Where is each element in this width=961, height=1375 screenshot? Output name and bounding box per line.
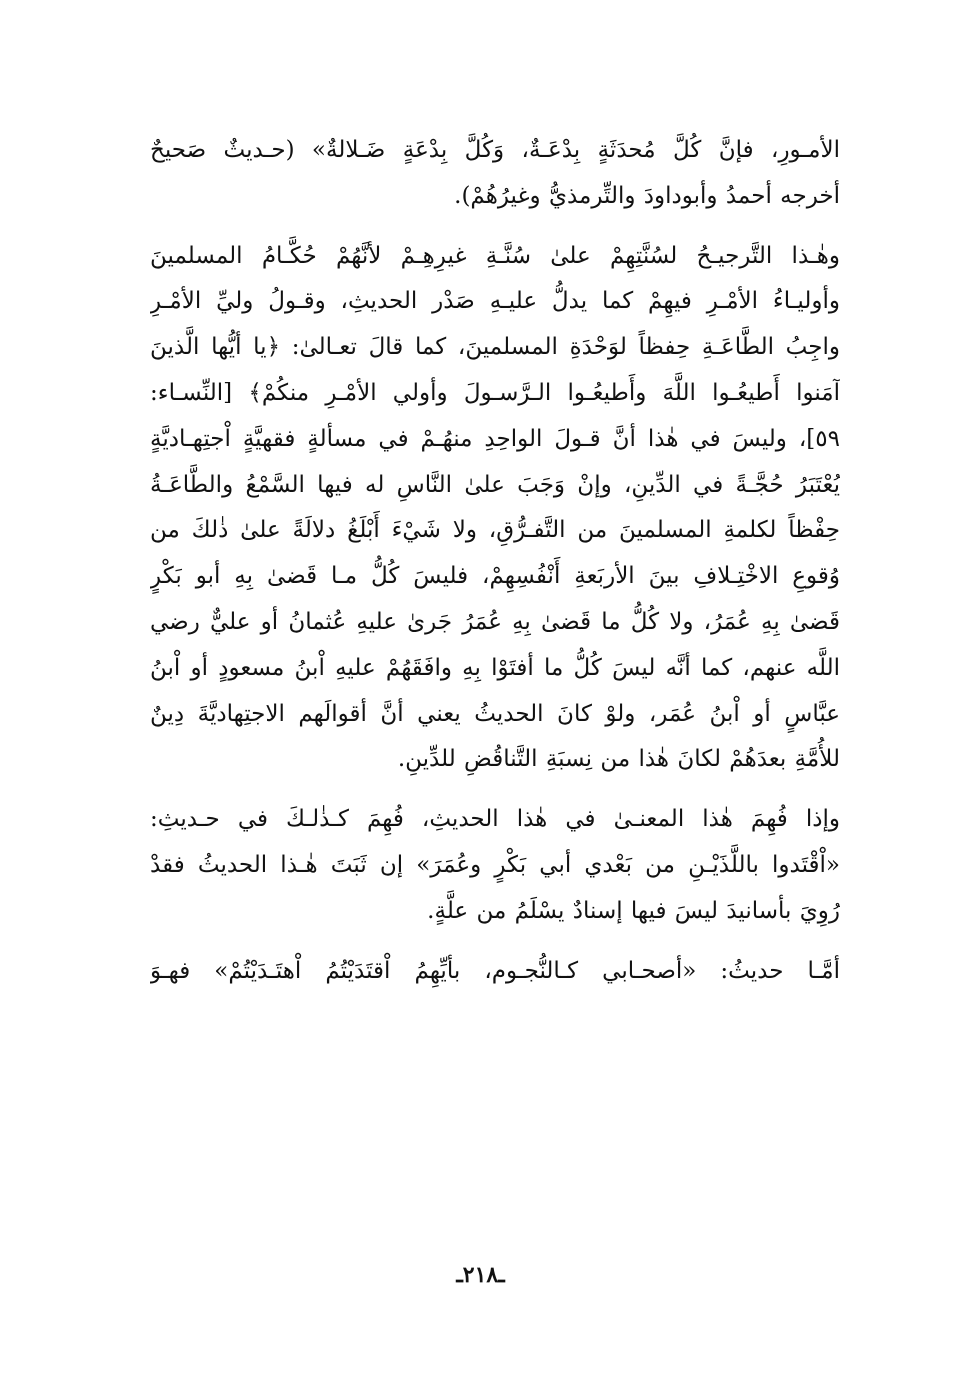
text-line: واجِبُ الطَّاعَـةِ حِفظاً لوَحْدَةِ المسلمينَ، كما قالَ تعـالىٰ: ﴿يا أيُّها الَّذينَ — [150, 334, 840, 361]
text-line: «اْقْتَدوا باللَّذَيْـنِ من بَعْدي أبي بَكْرٍ وعُمَرَ» إن ثَبَتَ هٰـذا الحديثُ فقدْ — [150, 851, 840, 878]
text-line: يُعْتَبَرُ حُجَّـةً في الدِّينِ، وإنْ وَجَبَ علىٰ النَّاسِ له فيها السَّمْعُ والطَّاعَـةُ — [150, 471, 840, 498]
paragraph-3 — [150, 797, 840, 934]
text-line: حِفْظاً لكلمةِ المسلمينَ من التَّفـرُّقِ، ولا شَيْءَ أَبْلَغُ دلالَةً علىٰ ذٰلكَ من — [150, 517, 840, 544]
text-line: اللَّه عنهم، كما أنَّه ليسَ كُلُّ ما أفتَوْا بِهِ وافَقَهُمْ عليهِ اْبنُ مسعودٍ أو اْبنُ — [150, 654, 840, 681]
paragraph-1 — [150, 128, 840, 220]
text-line: للأُمَّةِ بعدَهُمْ لكانَ هٰذا من نِسبَةِ التَّناقُضِ للدِّينِ. — [397, 746, 840, 773]
text-line: أمَّـا حديثُ: «أصحـابي كـالنُّجـوم، بأيِّهِمُ اْقتَدَيْتُمُ اْهتَـدَيْتُمْ» فهـوَ — [150, 957, 840, 984]
page-body — [150, 128, 840, 994]
paragraph-2 — [150, 234, 840, 784]
text-line: رُوِيَ بأسانيدَ ليسَ فيها إسنادٌ يسْلَمُ من علَّةٍ. — [427, 897, 840, 924]
page-number: ـ٢١٨ـ — [456, 1262, 505, 1288]
text-line: وأوليـاءُ الأمْـرِ فيهِمْ كما يدلُّ عليـهِ صَدْر الحديثِ، وقـولُ وليِّ الأمْـرِ — [150, 288, 840, 315]
text-line: وإذا فُهِمَ هٰذا المعنـىٰ في هٰذا الحديثِ، فُهِمَ كـذٰلـكَ في حـديثِ: — [150, 806, 840, 833]
text-line: أخرجه أحمدُ وأبوداودَ والتِّرمذيُّ وغيرُهُمْ). — [454, 182, 840, 209]
text-line: وُقوعِ الاخْتِـلافِ بينَ الأربَعةِ أَنْفُسِهِمْ، فليسَ كُلُّ مـا قَضىٰ بِهِ أبو بَكْرٍ — [150, 563, 840, 590]
text-line: ٥٩]، وليسَ في هٰذا أنَّ قـولَ الواحِدِ منهُـمْ في مسألةٍ فقهيَّةٍ اْجتِهـاديَّةٍ — [150, 425, 840, 452]
text-line: وهٰـذا التَّرجيـحُ لسُنَّتِهِمْ علىٰ سُنَّـةِ غيرِهِـمْ لأنَّهُمْ حُكَّـامُ المسلمينَ — [150, 242, 840, 269]
paragraph-4 — [150, 949, 840, 995]
text-line: عبَّاسٍ أو اْبنُ عُمَر، ولوْ كانَ الحديثُ يعني أنَّ أقوالَهم الاجتِهاديَّةَ دِينٌ — [150, 700, 840, 727]
text-line: آمَنوا أَطيعُـوا اللَّهَ وأَطيعُـوا الـرَّسـولَ وأولي الأمْـرِ منكُمْ﴾ [النِّسـاء: — [150, 379, 840, 406]
text-line: قَضىٰ بِهِ عُمَرُ، ولا كُلُّ ما قَضىٰ بِهِ عُمَرُ جَرىٰ عليهِ عُثمانُ أو عليٌّ رضي — [150, 608, 840, 635]
text-line: الأمـورِ، فإنَّ كُلَّ مُحدَثَةٍ بِدْعَـةٌ، وَكُلَّ بِدْعَةٍ ضَـلالةٌ» (حـديثٌ صَحيحٌ — [150, 137, 840, 163]
